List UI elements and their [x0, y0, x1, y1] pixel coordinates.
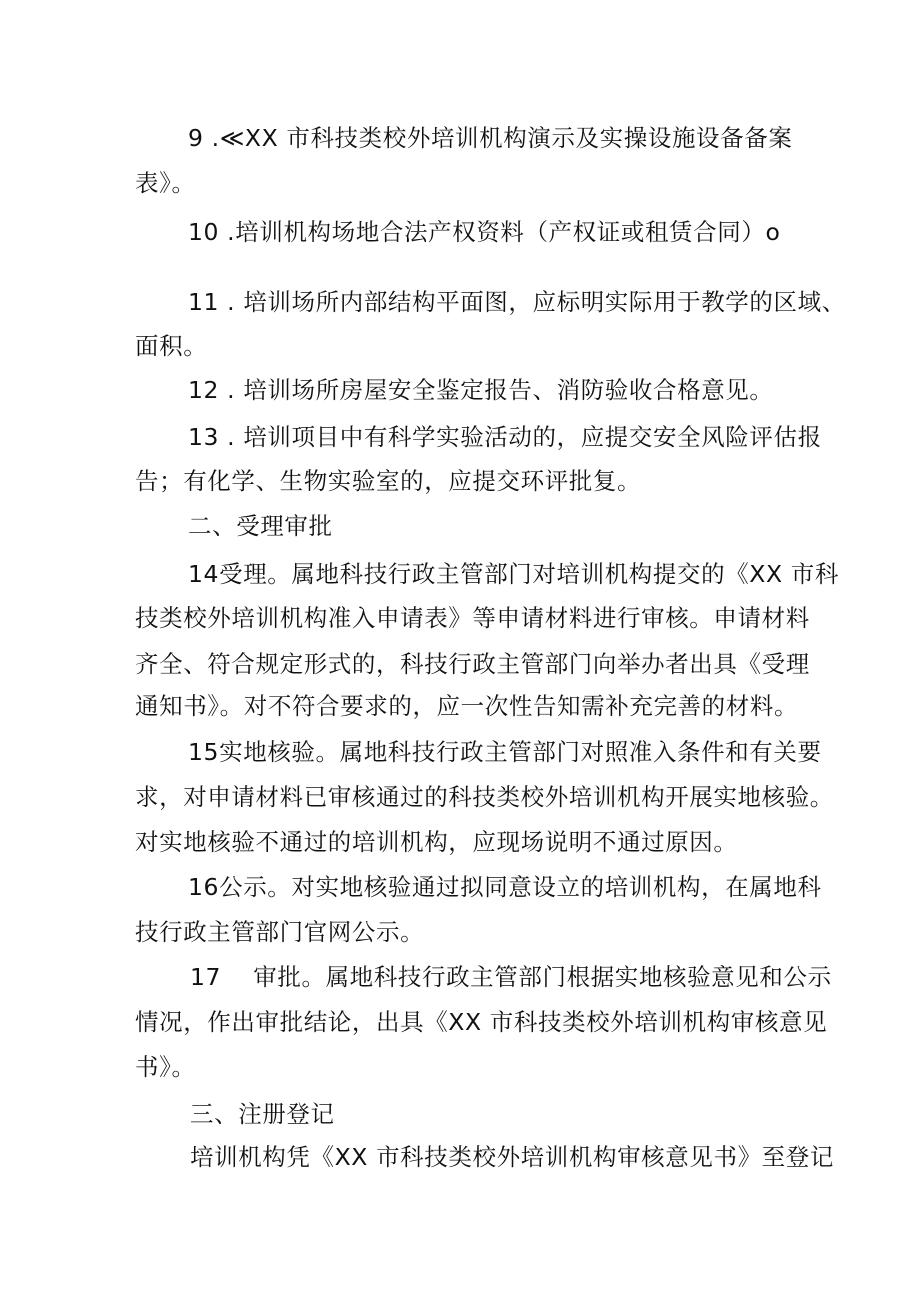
- text-line: 求，对申请材料已审核通过的科技类校外培训机构开展实地核验。: [135, 783, 834, 811]
- text-line: 15实地核验。属地科技行政主管部门对照准入条件和有关要: [188, 738, 822, 766]
- text-line: 12 . 培训场所房屋安全鉴定报告、消防验收合格意见。: [188, 376, 774, 404]
- text-line: 13 . 培训项目中有科学实验活动的，应提交安全风险评估报: [188, 423, 822, 451]
- text-line: 对实地核验不通过的培训机构，应现场说明不通过原因。: [135, 828, 738, 856]
- text-line: 齐全、符合规定形式的，科技行政主管部门向举办者出具《受理: [135, 650, 810, 678]
- text-line: 11 . 培训场所内部结构平面图，应标明实际用于教学的区域、: [188, 288, 846, 316]
- text-line: 培训机构凭《XX 市科技类校外培训机构审核意见书》至登记: [190, 1143, 834, 1171]
- text-line: 16公示。对实地核验通过拟同意设立的培训机构，在属地科: [188, 873, 822, 901]
- text-line: 9 .≪XX 市科技类校外培训机构演示及实操设施设备备案: [188, 124, 793, 152]
- section-heading: 二、受理审批: [188, 512, 333, 540]
- text-line: 14受理。属地科技行政主管部门对培训机构提交的《XX 市科: [188, 560, 839, 588]
- text-line: 告；有化学、生物实验室的，应提交环评批复。: [135, 467, 642, 495]
- text-line: 技行政主管部门官网公示。: [135, 918, 425, 946]
- text-line: 书》。: [135, 1053, 196, 1081]
- text-line: 面积。: [135, 332, 208, 360]
- text-line: 表》。: [135, 169, 196, 197]
- text-line: 情况，作出审批结论，出具《XX 市科技类校外培训机构审核意见: [135, 1008, 828, 1036]
- text-line: 17 审批。属地科技行政主管部门根据实地核验意见和公示: [190, 963, 832, 991]
- text-line: 通知书》。对不符合要求的，应一次性告知需补充完善的材料。: [135, 692, 799, 720]
- section-heading: 三、注册登记: [190, 1100, 335, 1128]
- text-line: 10 .培训机构场地合法产权资料（产权证或租赁合同）o: [188, 218, 781, 246]
- text-line: 技类校外培训机构准入申请表》等申请材料进行审核。申请材料: [135, 604, 810, 632]
